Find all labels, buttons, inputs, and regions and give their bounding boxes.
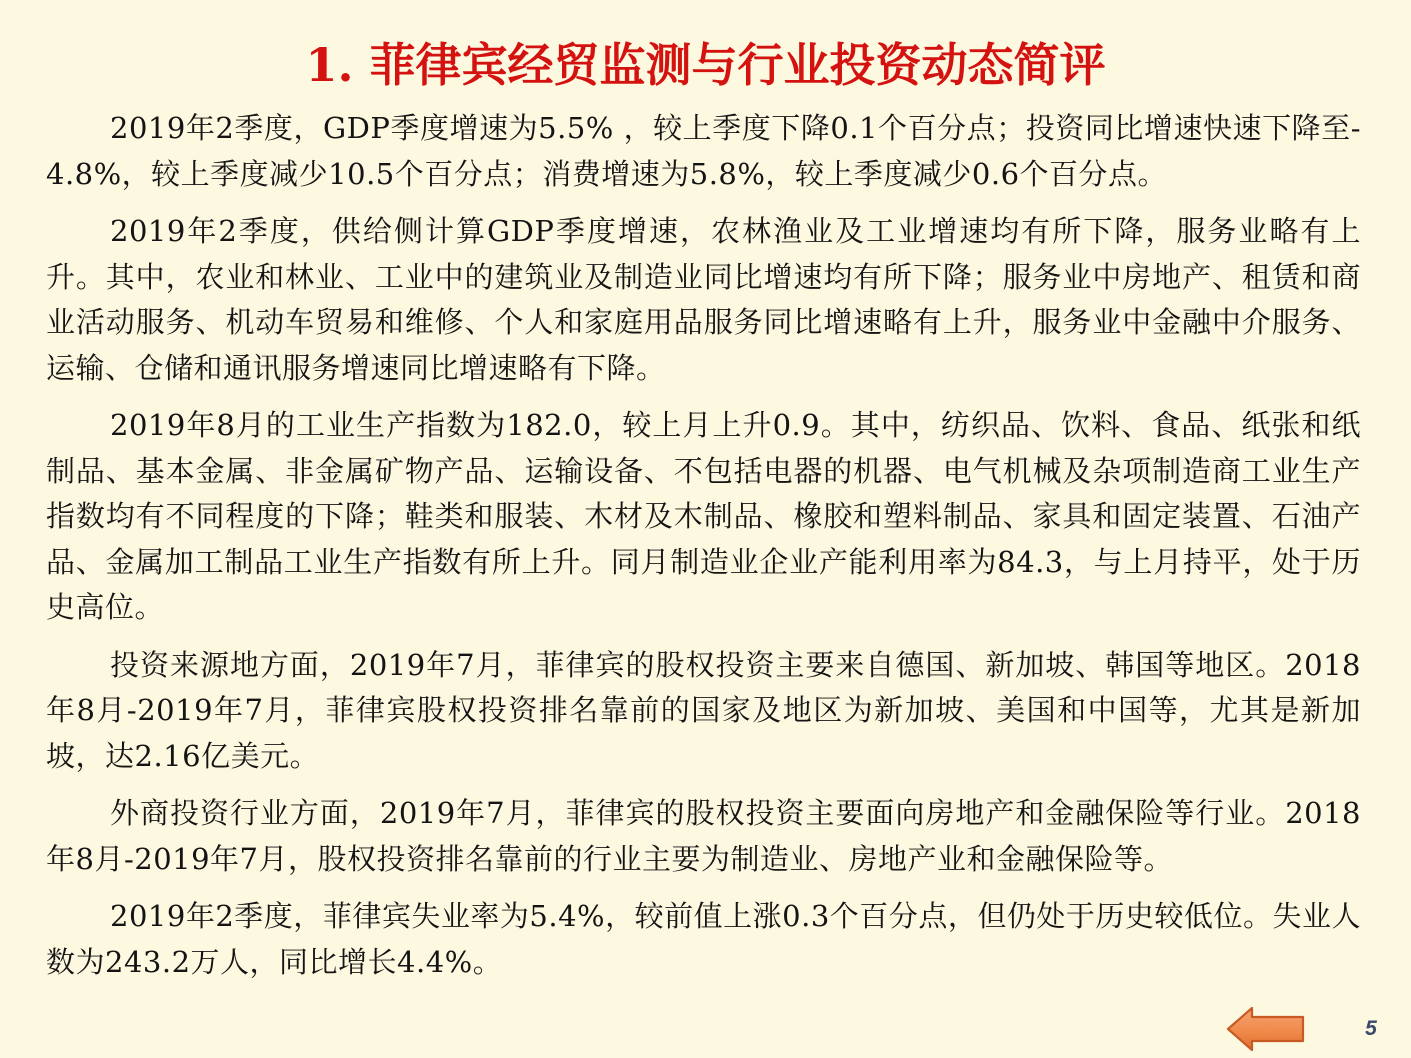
paragraph-industrial-production: 2019年8月的工业生产指数为182.0，较上月上升0.9。其中，纺织品、饮料、食品、纸张和纸制品、基本金属、非金属矿物产品、运输设备、不包括电器的机器、电气机械及杂项制造商工业生产指数均有不同程度的下降；鞋类和服装、木材及木制品、橡胶和塑料制品、家具和固定装置、石油产品、金属加工制品工业生产指数有所上升。同月制造业企业产能利用率为84.3，与上月持平，处于历史高位。 — [46, 408, 1361, 624]
slide-title: 1. 菲律宾经贸监测与行业投资动态简评 — [305, 38, 1106, 92]
paragraph-unemployment: 2019年2季度，菲律宾失业率为5.4%，较前值上涨0.3个百分点，但仍处于历史较低位。失业人数为243.2万人，同比增长4.4%。 — [46, 899, 1361, 979]
paragraph-gdp: 2019年2季度，GDP季度增速为5.5% ，较上季度下降0.1个百分点；投资同比增速快速下降至-4.8%，较上季度减少10.5个百分点；消费增速为5.8%，较上季度减少0.6个百分点。 — [46, 111, 1361, 191]
paragraph-investment-source: 投资来源地方面，2019年7月，菲律宾的股权投资主要来自德国、新加坡、韩国等地区。2018年8月-2019年7月，菲律宾股权投资排名靠前的国家及地区为新加坡、美国和中国等，尤其是新加坡，达2.16亿美元。 — [46, 647, 1361, 773]
paragraph-supply-side: 2019年2季度，供给侧计算GDP季度增速，农林渔业及工业增速均有所下降，服务业略有上升。其中，农业和林业、工业中的建筑业及制造业同比增速均有所下降；服务业中房地产、租赁和商业活动服务、机动车贸易和维修、个人和家庭用品服务同比增速略有上升，服务业中金融中介服务、运输、仓储和通讯服务增速同比增速略有下降。 — [46, 214, 1361, 385]
paragraph-investment-industry: 外商投资行业方面，2019年7月，菲律宾的股权投资主要面向房地产和金融保险等行业。2018年8月-2019年7月，股权投资排名靠前的行业主要为制造业、房地产业和金融保险等。 — [46, 796, 1361, 876]
slide-body — [46, 106, 1361, 997]
page-number: 5 — [1365, 1017, 1377, 1040]
back-button[interactable] — [1226, 1006, 1306, 1052]
left-arrow-icon — [1226, 1006, 1306, 1052]
